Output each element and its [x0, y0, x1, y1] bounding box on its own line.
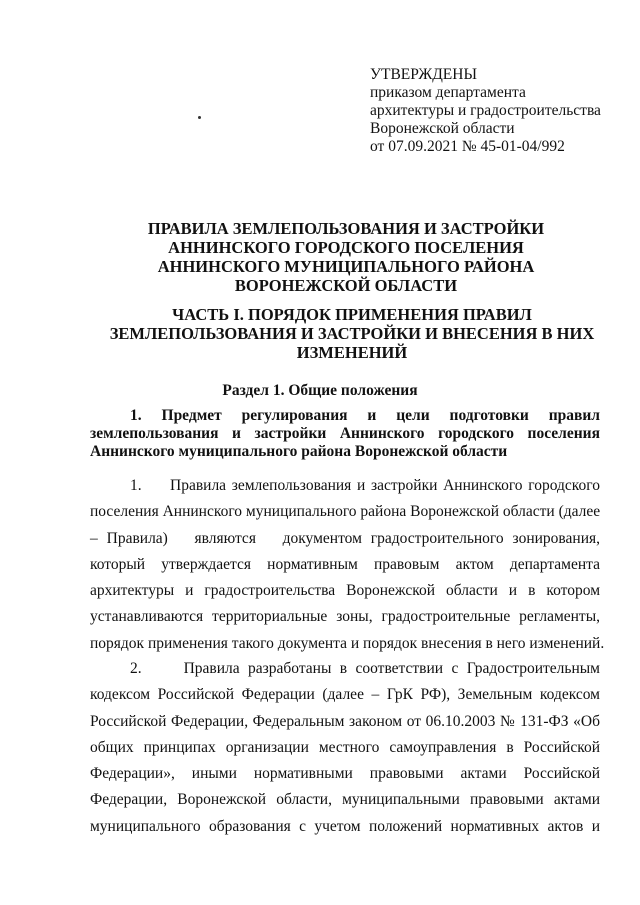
paragraph-line: муниципального образования с учетом положений нормативных актов и: [90, 817, 600, 835]
paragraph-line: устанавливаются территориальные зоны, градостроительные регламенты,: [90, 608, 600, 626]
paragraph-line: 1. Правила землепользования и застройки Аннинского городского: [130, 477, 600, 494]
approval-date-number: от 07.09.2021 № 45-01-04/992: [370, 138, 565, 155]
paragraph-line: Федерации», иными нормативными правовыми актами Российской: [90, 765, 600, 783]
article-heading: [90, 407, 600, 461]
title-line: АННИНСКОГО ГОРОДСКОГО ПОСЕЛЕНИЯ: [168, 238, 524, 257]
paragraph-line: который утверждается нормативным правовым актом департамента: [90, 555, 600, 573]
paragraph-line: – Правила) являются документом градостроительного зонирования,: [90, 529, 600, 547]
paragraph-line: Российской Федерации, Федеральным законом от 06.10.2003 № 131-ФЗ «Об: [90, 712, 600, 730]
document-title: [90, 219, 602, 295]
paragraph-1: [90, 473, 605, 657]
approval-line: Воронежской области: [370, 120, 515, 137]
paragraph-2: [90, 656, 600, 840]
paragraph-line: архитектуры и градостроительства Воронежской области и в котором: [90, 582, 600, 600]
paragraph-line: поселения Аннинского муниципального района Воронежской области (далее: [90, 503, 601, 521]
article-line: Аннинского муниципального района Воронежской области: [90, 443, 508, 460]
part-line: ЧАСТЬ I. ПОРЯДОК ПРИМЕНЕНИЯ ПРАВИЛ: [172, 305, 532, 324]
part-line: ИЗМЕНЕНИЙ: [296, 343, 408, 362]
part-line: ЗЕМЛЕПОЛЬЗОВАНИЯ И ЗАСТРОЙКИ И ВНЕСЕНИЯ В НИХ: [109, 324, 595, 343]
article-line: 1. Предмет регулирования и цели подготовки правил: [130, 407, 600, 424]
paragraph-line: порядок применения такого документа и порядок внесения в него изменений.: [90, 634, 605, 652]
paragraph-line: общих принципах организации местного самоуправления в Российской: [90, 738, 600, 756]
part-heading: [96, 305, 608, 362]
approval-stamp: [370, 66, 601, 156]
scan-speck: [198, 116, 201, 119]
paragraph-line: кодексом Российской Федерации (далее – ГрК РФ), Земельным кодексом: [90, 686, 600, 704]
approval-line: приказом департамента: [370, 84, 526, 101]
paragraph-line: Федерации, Воронежской области, муниципальными правовыми актами: [90, 791, 600, 809]
title-line: АННИНСКОГО МУНИЦИПАЛЬНОГО РАЙОНА: [157, 257, 535, 276]
section-heading: Раздел 1. Общие положения: [222, 382, 418, 399]
title-line: ВОРОНЕЖСКОЙ ОБЛАСТИ: [234, 276, 458, 295]
approval-heading: УТВЕРЖДЕНЫ: [370, 66, 477, 83]
approval-line: архитектуры и градостроительства: [370, 102, 601, 119]
paragraph-line: 2. Правила разработаны в соответствии с Градостроительным: [130, 660, 600, 677]
article-line: землепользования и застройки Аннинского городского поселения: [90, 425, 600, 442]
title-line: ПРАВИЛА ЗЕМЛЕПОЛЬЗОВАНИЯ И ЗАСТРОЙКИ: [147, 219, 545, 238]
